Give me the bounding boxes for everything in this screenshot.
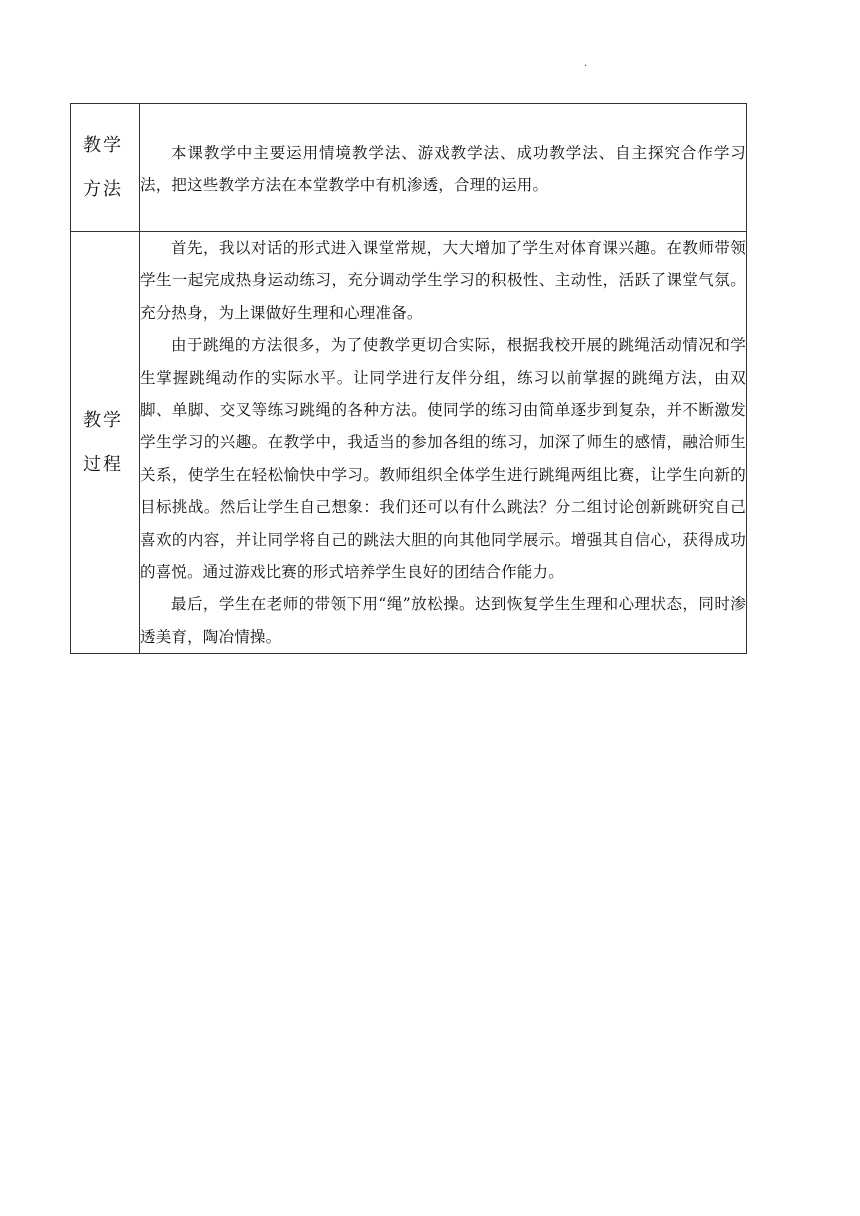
table-row-teaching-method — [71, 104, 747, 232]
row-label-teaching-method: 教学方法 — [83, 134, 123, 200]
label-cell-teaching-method — [71, 104, 140, 232]
paragraph-rope-skipping: 由于跳绳的方法很多，为了使教学更切合实际，根据我校开展的跳绳活动情况和学生掌握跳绳动作的实际水平。让同学进行友伴分组，练习以前掌握的跳绳方法，由双脚、单脚、交叉等练习跳绳的各种方法。使同学的练习由简单逐步到复杂，并不断激发学生学习的兴趣。在教学中，我适当的参加各组的练习，加深了师生的感情，融洽师生关系，使学生在轻松愉快中学习。教师组织全体学生进行跳绳两组比赛，让学生向新的目标挑战。然后让学生自己想象：我们还可以有什么跳法？分二组讨论创新跳研究自己喜欢的内容，并让同学将自己的跳法大胆的向其他同学展示。增强其自信心，获得成功的喜悦。通过游戏比赛的形式培养学生良好的团结合作能力。 — [140, 336, 746, 582]
table-row-teaching-process — [71, 232, 747, 654]
paragraph-warmup: 首先，我以对话的形式进入课堂常规，大大增加了学生对体育课兴趣。在教师带领学生一起完成热身运动练习，充分调动学生学习的积极性、主动性，活跃了课堂气氛。充分热身，为上课做好生理和心理准备。 — [140, 239, 746, 322]
paragraph-teaching-method: 本课教学中主要运用情境教学法、游戏教学法、成功教学法、自主探究合作学习法，把这些教学方法在本堂教学中有机渗透，合理的运用。 — [140, 143, 746, 194]
lesson-table — [70, 103, 747, 654]
content-cell-teaching-method — [140, 104, 747, 232]
page-dot-mark: · — [584, 61, 588, 72]
paragraph-cooldown: 最后，学生在老师的带领下用“绳”放松操。达到恢复学生生理和心理状态，同时渗透美育，陶冶情操。 — [140, 595, 746, 646]
label-cell-teaching-process — [71, 232, 140, 654]
row-label-teaching-process: 教学过程 — [83, 409, 123, 475]
content-cell-teaching-process — [140, 232, 747, 654]
